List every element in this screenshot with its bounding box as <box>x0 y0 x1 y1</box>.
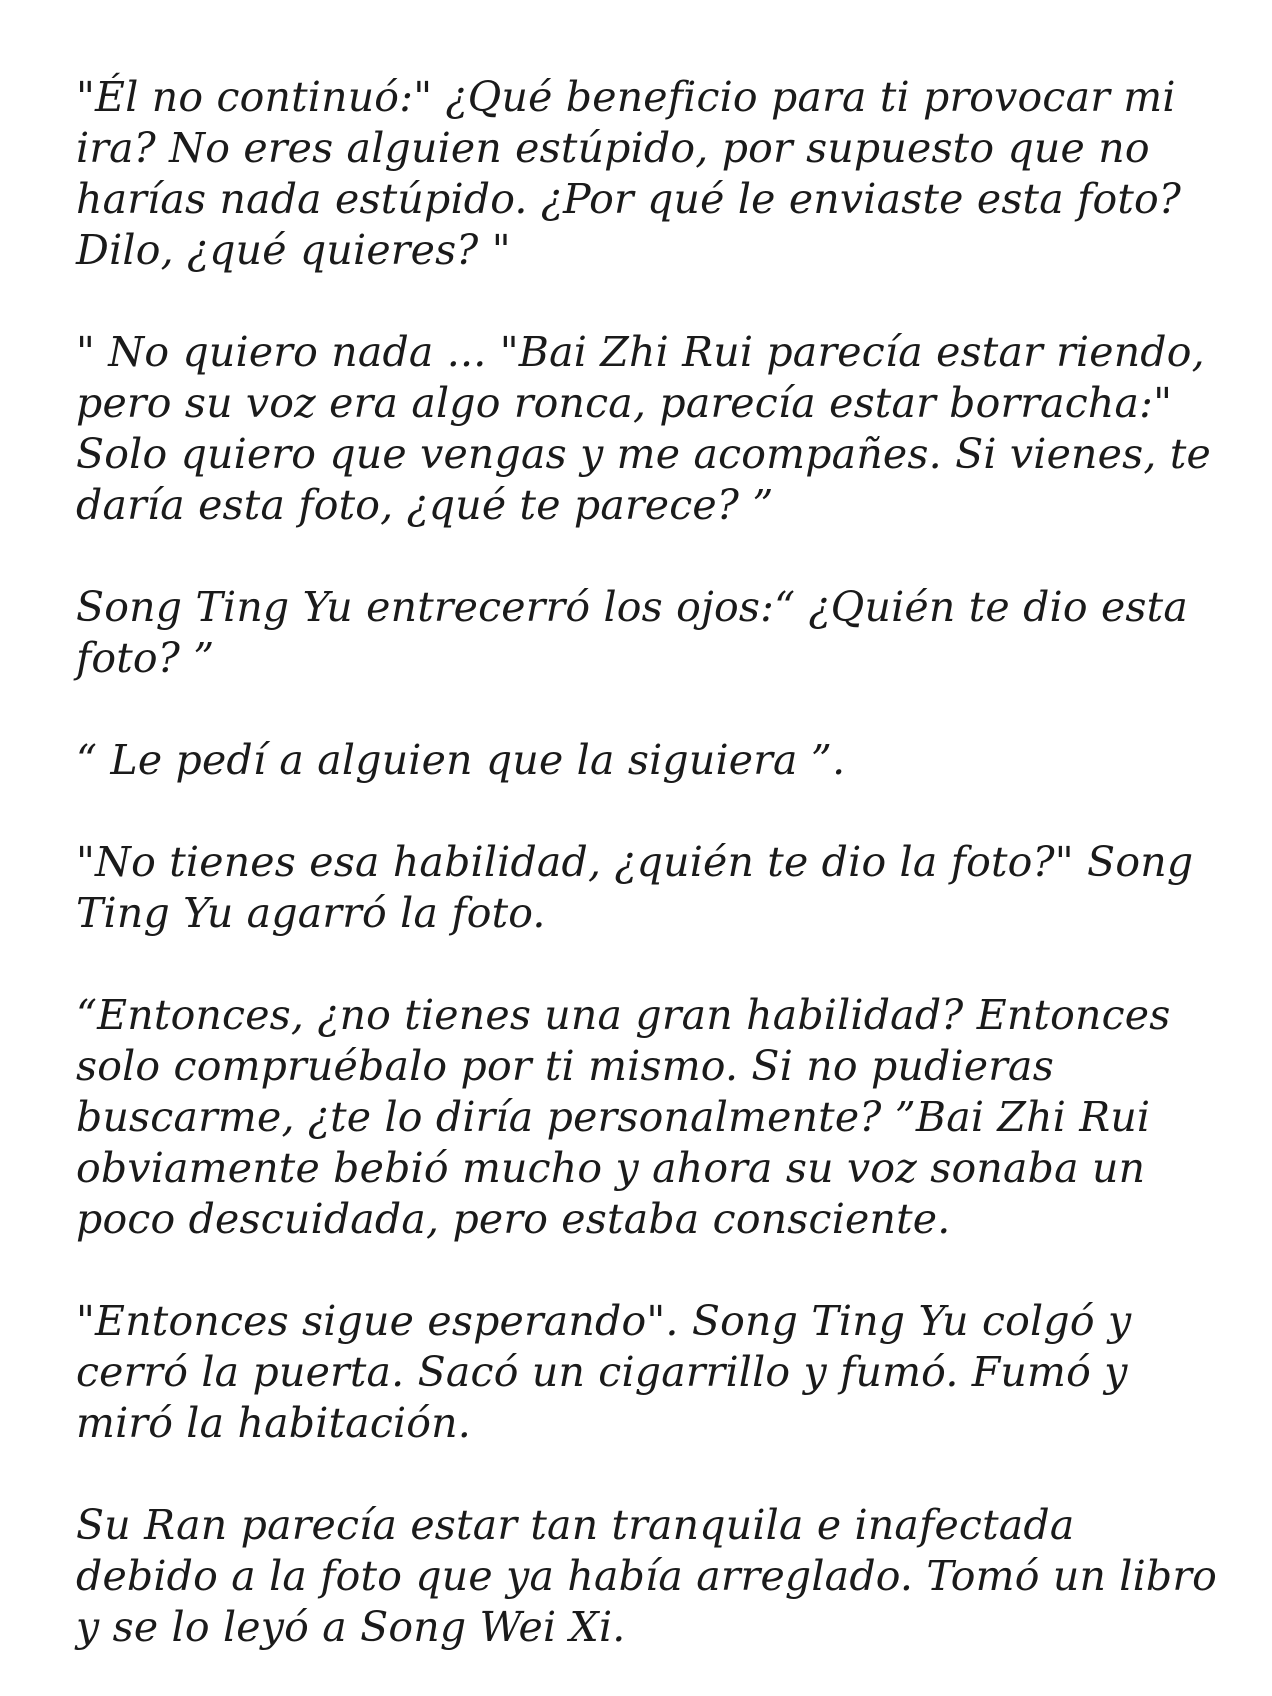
paragraph-1: "Él no continuó:" ¿Qué beneficio para ti provocar mi ira? No eres alguien estúpido, por supuesto que no harías nada estúpido. ¿Por qué le enviaste esta foto? Dilo, ¿qué quieres? " <box>76 73 1182 274</box>
paragraph-7: "Entonces sigue esperando". Song Ting Yu colgó y cerró la puerta. Sacó un cigarrillo y fumó. Fumó y miró la habitación. <box>76 1297 1132 1447</box>
paragraph-8: Su Ran parecía estar tan tranquila e inafectada debido a la foto que ya había arreglado. Tomó un libro y se lo leyó a Song Wei Xi. <box>76 1501 1218 1651</box>
paragraph-2: " No quiero nada ... "Bai Zhi Rui parecía estar riendo, pero su voz era algo ronca, parecía estar borracha:" Solo quiero que vengas y me acompañes. Si vienes, te daría esta foto, ¿qué te parece? ” <box>76 328 1211 529</box>
paragraph-4: “ Le pedí a alguien que la siguiera ”. <box>76 736 846 784</box>
paragraph-3: Song Ting Yu entrecerró los ojos:“ ¿Quién te dio esta foto? ” <box>76 583 1188 682</box>
document-body <box>76 72 1226 1653</box>
paragraph-6: “Entonces, ¿no tienes una gran habilidad? Entonces solo compruébalo por ti mismo. Si no pudieras buscarme, ¿te lo diría personalmente? ”Bai Zhi Rui obviamente bebió mucho y ahora su voz sonaba un poco descuidada, pero estaba consciente. <box>76 991 1171 1243</box>
paragraph-5: "No tienes esa habilidad, ¿quién te dio la foto?" Song Ting Yu agarró la foto. <box>76 838 1194 937</box>
